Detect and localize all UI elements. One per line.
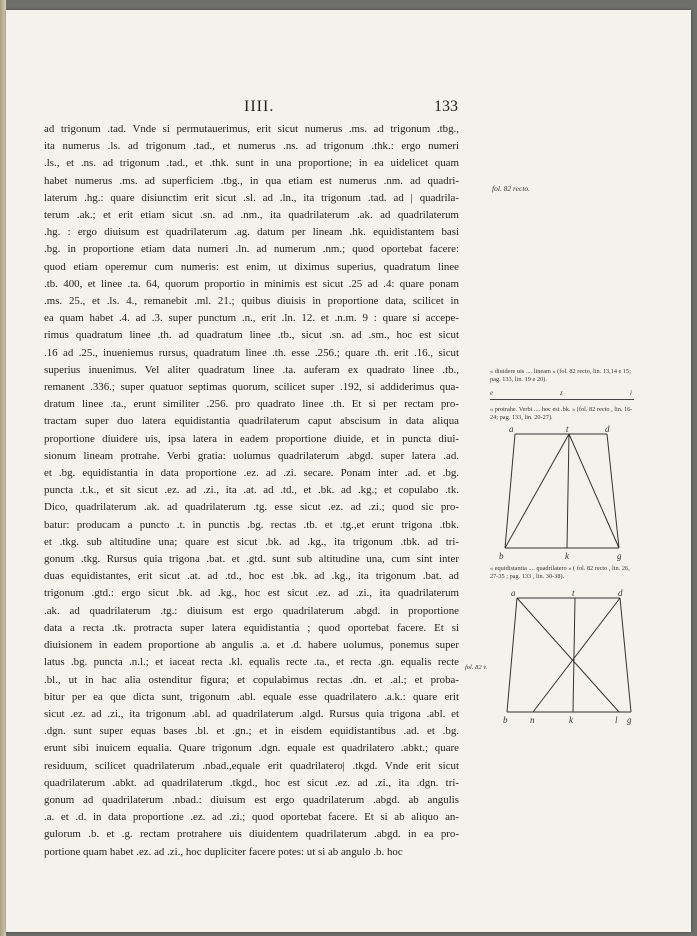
fig2-label-k: k [569,715,573,725]
page-header [44,98,458,118]
fig1-label-g: g [617,551,622,561]
text-line: quod etiam operemur cum numeris: est enim, ut diximus superius, quadratum linee [44,260,459,273]
text-line: erunt sibi inuicem equalia. Quare trigonum .dgn. equale est quadrilatero .abkt.; quare [44,742,459,755]
fig2-label-t: t [572,588,575,598]
fig2-label-g: g [627,715,632,725]
text-line: .ms. 25., et .ls. 4., remanebit .ml. 21.; quibus diuisis in proportione data, scilicet in [44,295,459,308]
text-line: ita numerus .ls. ad trigonum .tad., et numerus .ns. ad trigonum .thk.: ergo numeri [44,140,459,153]
text-line: sionum lineam protrahe. Verbi gratia: uolumus quadrilaterum .abgd. super latera .ad. [44,449,459,462]
text-line: gonum ad quadrilaterum .nbad.: diuisum est ergo quadrilaterum .abgd. ab angulis [44,793,459,806]
text-line: superius inuenimus. Vel aliter quadratum linee .ta. auferam ex quadrato linee .tb., [44,363,459,376]
margin-ref-fol-82-recto: fol. 82 recto. [492,184,531,193]
ratio-scale [490,389,634,401]
page-number: 133 [434,98,458,115]
text-line: habet numerus .ms. ad superficiem .tbg., in qua etiam est numerus .nm. ad quadri- [44,174,459,187]
fig1-label-d: d [605,424,610,434]
text-line: puncta .t.k., et sit sicut .ez. ad .zi., ita .at. ad .td., et .bk. ad .kg.; et copulabo .tk. [44,484,459,497]
text-line: .ak. ad quadrilaterum .tg.: diuisum est ergo quadrilaterum .abgd. in proportione [44,604,459,617]
text-line: .hg. : ergo diuisum est quadrilaterum .ag. datum per lineam .hk. equidistantem basi [44,226,459,239]
footnote-diuidere: « diuidere uis .... lineam » (fol. 82 recto, lin. 13,14 e 15; pag. 133, lin. 19 e 20). [490,368,631,383]
text-line: laterum .hg.: quare disiunctim erit sicut .sl. ad .ln., ita trigonum .tad. ad | quadrila- [44,191,459,204]
text-line: latus .bg. puncta .n.l.; et iaceat recta .kl. equalis recte .ta., et recta .gn. equalis recte [44,656,459,669]
figure-quadrilateral-1 [495,424,630,564]
text-line: batur: producam a puncto .t. in punctis .bg. rectas .tb. et .tg.,et erunt trigona .tbk. [44,518,459,531]
text-line: duas equidistantes, erit sicut .at. ad .td., hoc est .bk. ad .kg., ita trigonum .bat. ad [44,570,459,583]
text-line: sicut .ez. ad .zi., ita trigonum .abl. ad quadrilaterum .algd. Rursus quia trigona .abl. et [44,707,459,720]
chapter-number: IIII. [244,98,275,115]
text-line: gulorum .b. et .g. rectam protrahere uis diuidentem quadrilaterum .abgd. in ea pro- [44,828,459,841]
text-line: residuum, scilicet quadrilaterum .nbad.,equale erit quadrilatero| .tkgd. Vnde erit sicut [44,759,459,772]
text-line: bitur per ea que dicta sunt, trigonum .abl. equale esse quadrilatero .a.k.: quare erit [44,690,459,703]
figure-1-svg [495,424,630,564]
fig2-label-n: n [530,715,535,725]
text-line: trigonum .gtd.: ergo sicut .bk. ad .kg., hoc est sicut .ez. ad .zi., ita quadrilaterum [44,587,459,600]
text-line: dratum linee .ta., erunt similiter .256. pro quadrato linee .th. Et si per rectam pro- [44,398,459,411]
text-line: et .bg. equidistantia in data proportione .ez. ad .zi. secare. Ponam inter .ad. et .bg. [44,467,459,480]
text-line: data a recta .tk. protracta super latera equidistantia ; quod oportebat facere. Et si [44,621,459,634]
text-line: .bl., ut in hac alia ostenditur figura; et copulabimus rectas .dn. et .al.; et proba- [44,673,459,686]
text-line: quadrilaterum .abkt. ad quadrilaterum .tkgd., hoc est sicut .ez. ad .zi., ita .dgn. tri- [44,776,459,789]
fig2-label-l: l [615,715,618,725]
text-line: terum .ak.; et erit etiam sicut .sn. ad .nm., ita quadrilaterum .ak. ad quadrilaterum [44,209,459,222]
text-line: .tb. 400, et linee .ta. 64, quorum proportio in minimis est sicut .25 ad .4: quare ponam [44,277,459,290]
figure-quadrilateral-2 [495,588,635,728]
scale-label-i: i [630,389,632,397]
text-line: diuisionem in eadem proportione ab angulis .a. et .d. habere uolumus, ponemus super [44,639,459,652]
footnote-equidistantia: « equidistantia .... quadrilatero » ( fol. 82 recto , lin. 26, 27-35 ; pag. 133 , lin. 30-38). [490,565,630,580]
text-line: remanent .336.; super quatuor septimas quorum, scilicet super .192, si addiderimus qua- [44,381,459,394]
fig1-label-k: k [565,551,569,561]
text-line: Dico, quadrilaterum .ak. ad quadrilaterum .tg. esse sicut .ez. ad .zi.; quod sic pro- [44,501,459,514]
scale-label-z: z [560,389,563,397]
main-text-column [44,121,459,861]
text-line: portione quam habet .ez. ad .zi., hoc dupliciter facere potes: ut si ab angulo .b. hoc [44,845,403,858]
text-line: .16 ad .25., inueniemus rursus, quadratum linee .th. esse .256.; quare .th. erit .16., sicut [44,346,459,359]
scale-label-e: e [490,389,494,397]
text-line: ea quam habet .4. ad .3. super punctum .n., erit .ln. 12. et .n.m. 9 : quare si accepe- [44,312,459,325]
footnote-protrahe: « protrahe. Verbi .... hoc est .bk. » (fol. 82 recto , lin. 16-24; pag. 133, lin. 20-27). [490,406,633,421]
fig2-label-b: b [503,715,508,725]
text-line: proportione diuidere uis, ipsa latera in eadem proportione diuide, et in puncta diui- [44,432,459,445]
scale-line [490,399,634,400]
fig2-label-d: d [618,588,623,598]
fig1-label-a: a [509,424,514,434]
text-line: .a. et .d. in data proportione .ez. ad .zi.; quod oportebat facere. Et si ab aliquo an- [44,811,459,824]
fig1-label-b: b [499,551,504,561]
fig1-label-t: t [566,424,569,434]
text-line: et .tkg. sub altitudine una; quare est sicut .bk. ad .kg., ita trigonum .tbk. ad tri- [44,535,459,548]
margin-ref-fol-82-verso: fol. 82 v. [465,664,488,671]
text-line: .bg. in proportione etiam data numeri .ln. ad numerum .nm.; quod oportebat facere: [44,243,459,256]
text-line: ad trigonum .tad. Vnde si permutauerimus, erit sicut numerus .ms. ad trigonum .tbg., [44,123,459,135]
text-line: gonum .tkg. Rursus quia trigona .bat. et .gtd. sunt sub altitudine una, cum sint inter [44,553,459,566]
figure-2-svg [495,588,635,728]
text-line: .ls., et .ns. ad trigonum .tad., et .thk. sunt in una proportione; in ea uidelicet quam [44,157,459,170]
fig2-label-a: a [511,588,516,598]
text-line: rimus quadratum linee .th. ad quadratum linee .tb., sicut .sn. ad .sm., hoc est sicut [44,329,459,342]
text-line: tractam super duo latera equidistantia quadrilaterum caput abscisum in data aliqua [44,415,459,428]
text-line: .dgn. sunt super equas bases .bl. et .gn.; et in eisdem equidistantibus .ad. et .bg. [44,725,459,738]
